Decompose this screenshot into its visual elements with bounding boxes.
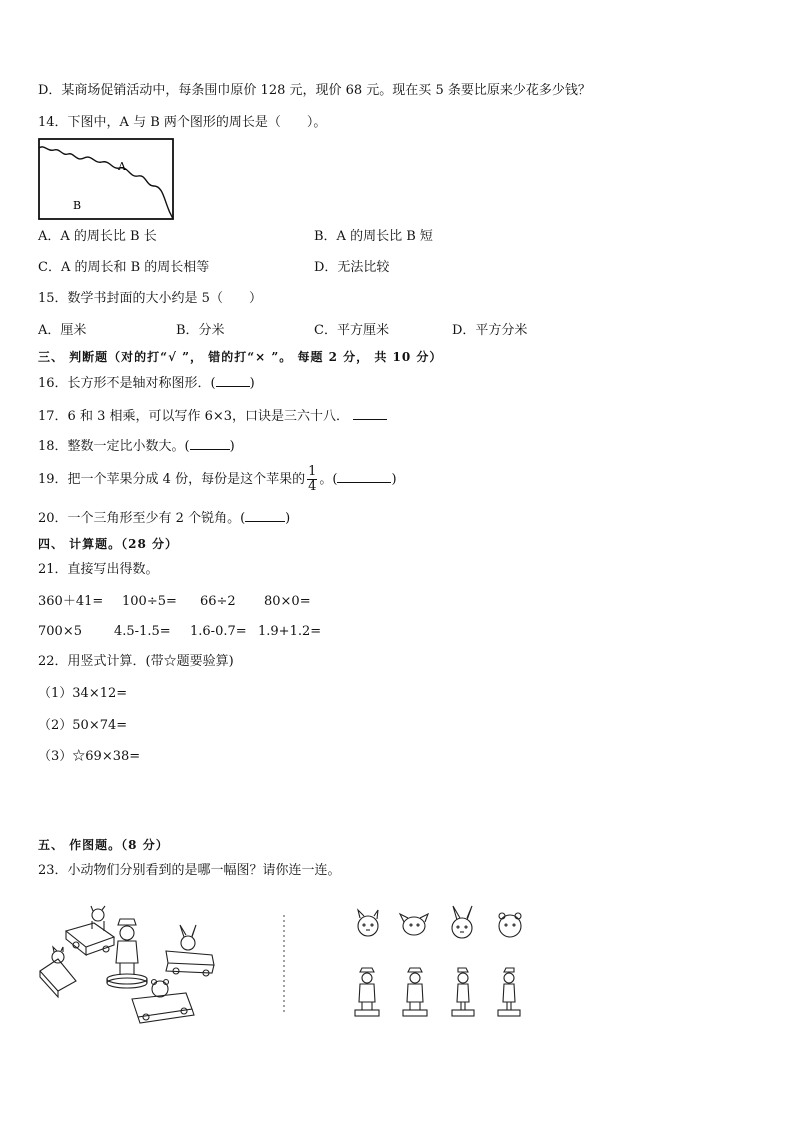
q19-after: 。( <box>319 472 338 487</box>
calc-item: 66÷2 <box>200 594 236 609</box>
figure-label-b: B <box>73 199 82 212</box>
question-22-stem: 22．用竖式计算．(带☆题要验算) <box>38 654 234 669</box>
q15-option-b: B．分米 <box>176 323 225 338</box>
q15-option-a: A．厘米 <box>38 323 87 338</box>
answer-blank[interactable] <box>353 407 387 420</box>
fraction-numerator: 1 <box>308 464 317 479</box>
police-back-view-icon <box>400 966 430 1020</box>
scene-illustration <box>36 905 220 1023</box>
police-figure-icon <box>107 919 147 988</box>
perimeter-figure <box>38 138 175 220</box>
vertical-calc-item: （3）☆69×38= <box>38 749 141 764</box>
calc-item: 1.9+1.2= <box>258 624 322 639</box>
fraction-denominator: 4 <box>308 479 317 494</box>
section-3-heading: 三、 判断题（对的打“√ ”， 错的打“× ”。 每题 2 分， 共 10 分） <box>38 350 443 364</box>
calc-item: 700×5 <box>38 624 82 639</box>
q14-option-b: B．A 的周长比 B 短 <box>314 229 433 244</box>
calc-item: 100÷5= <box>122 594 177 609</box>
q19-close: ) <box>391 472 397 487</box>
cat-in-car-icon <box>40 947 76 997</box>
cat-head-icon <box>398 910 434 940</box>
question-18 <box>38 437 235 456</box>
police-front-view-icon <box>352 966 382 1020</box>
section-5-heading: 五、 作图题。（8 分） <box>38 838 169 852</box>
answer-blank[interactable] <box>245 509 285 522</box>
dividing-curve <box>39 147 173 219</box>
answer-blank[interactable] <box>216 374 250 387</box>
q19-text: 19．把一个苹果分成 4 份，每份是这个苹果的 <box>38 472 306 487</box>
question-17 <box>38 407 387 426</box>
question-21-stem: 21．直接写出得数。 <box>38 562 159 577</box>
calc-item: 4.5-1.5= <box>114 624 171 639</box>
vertical-calc-item: （2）50×74= <box>38 718 128 733</box>
q15-option-d: D．平方分米 <box>452 323 528 338</box>
question-20 <box>38 509 290 528</box>
vertical-calc-item: （1）34×12= <box>38 686 128 701</box>
bear-head-icon <box>492 908 528 942</box>
q14-option-d: D．无法比较 <box>314 260 390 275</box>
question-14-stem: 14．下图中，A 与 B 两个图形的周长是（ ）。 <box>38 115 327 130</box>
q18-close: ) <box>229 439 235 454</box>
figure-label-a: A <box>118 160 126 173</box>
question-23-stem: 23．小动物们分别看到的是哪一幅图？请你连一连。 <box>38 863 341 878</box>
q17-text: 17．6 和 3 相乘，可以写作 6×3，口诀是三六十八． <box>38 409 350 424</box>
police-right-view-icon <box>494 966 524 1020</box>
calc-item: 80×0= <box>264 594 311 609</box>
question-19 <box>38 463 397 497</box>
rabbit-in-car-icon <box>166 925 214 976</box>
answer-blank[interactable] <box>337 470 391 483</box>
section-4-heading: 四、 计算题。（28 分） <box>38 537 179 551</box>
fraction <box>307 465 317 494</box>
question-16 <box>38 374 255 393</box>
q20-text: 20．一个三角形至少有 2 个锐角。( <box>38 511 246 526</box>
answer-blank[interactable] <box>190 437 230 450</box>
rabbit-head-icon <box>444 904 480 942</box>
q15-option-c: C．平方厘米 <box>314 323 389 338</box>
police-left-view-icon <box>448 966 478 1020</box>
dotted-separator <box>282 915 286 1015</box>
q16-text: 16．长方形不是轴对称图形．( <box>38 376 216 391</box>
q20-close: ) <box>285 511 291 526</box>
q16-close: ) <box>249 376 255 391</box>
q14-option-a: A．A 的周长比 B 长 <box>38 229 157 244</box>
dog-in-car-icon <box>66 906 114 955</box>
dog-head-icon <box>350 908 386 940</box>
q18-text: 18．整数一定比小数大。( <box>38 439 190 454</box>
calc-item: 360＋41= <box>38 594 104 609</box>
calc-item: 1.6-0.7= <box>190 624 247 639</box>
q14-option-c: C．A 的周长和 B 的周长相等 <box>38 260 210 275</box>
question-13d: D．某商场促销活动中，每条围巾原价 128 元，现价 68 元。现在买 5 条要比原来少花多少钱？ <box>38 83 591 98</box>
question-15-stem: 15．数学书封面的大小约是 5（ ） <box>38 291 262 306</box>
